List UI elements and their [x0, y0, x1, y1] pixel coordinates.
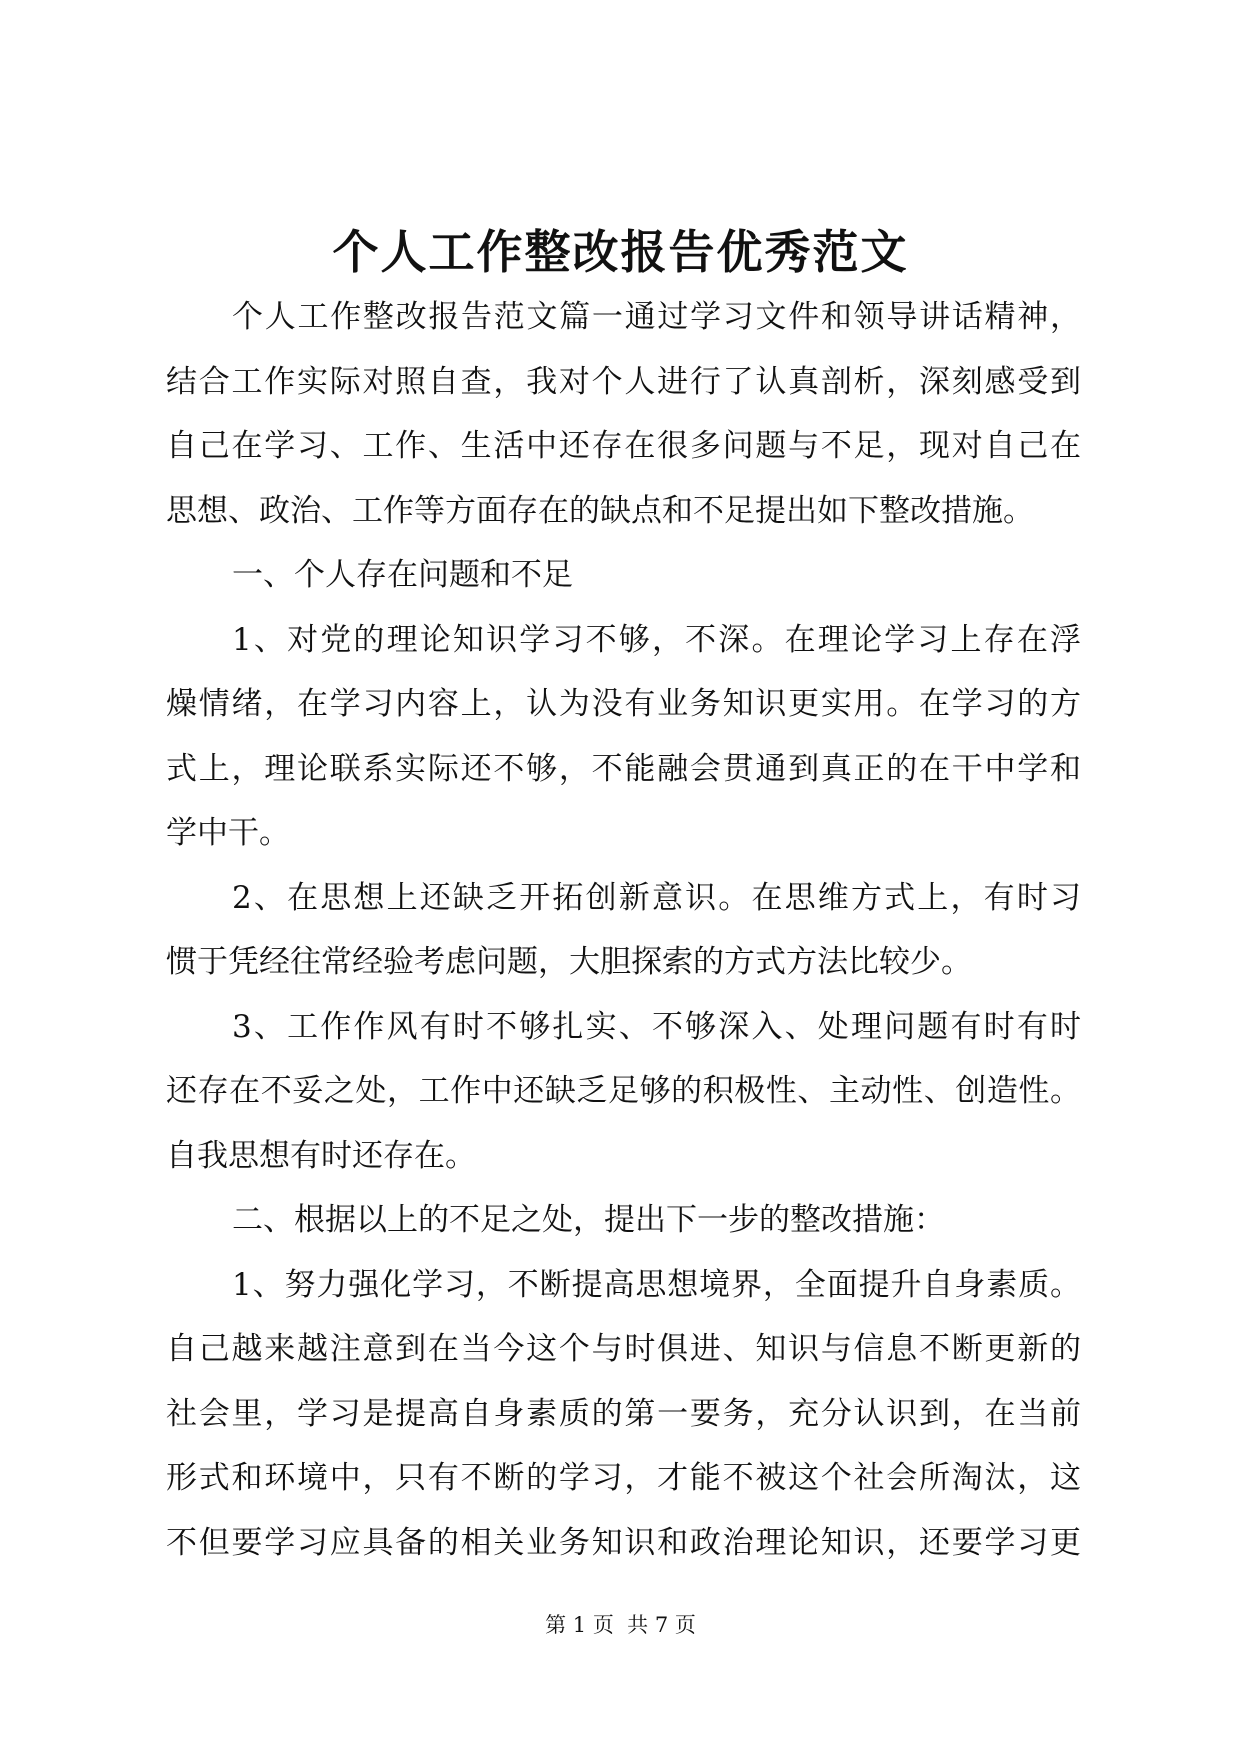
document-body — [166, 285, 1081, 1575]
body-line: 式上，理论联系实际还不够，不能融会贯通到真正的在干中学和 — [166, 750, 1081, 787]
body-line: 自己越来越注意到在当今这个与时俱进、知识与信息不断更新的 — [166, 1331, 1081, 1367]
body-line: 燥情绪，在学习内容上，认为没有业务知识更实用。在学习的方 — [166, 686, 1081, 722]
body-line: 个人工作整改报告范文篇一通过学习文件和领导讲话精神， — [232, 299, 1081, 335]
body-line: 一、个人存在问题和不足 — [232, 557, 573, 593]
body-line: 结合工作实际对照自查，我对个人进行了认真剖析，深刻感受到 — [166, 363, 1081, 400]
page-footer: 第 1 页 共 7 页 — [545, 1613, 696, 1637]
body-line: 1、对党的理论知识学习不够，不深。在理论学习上存在浮 — [232, 621, 1081, 658]
body-line: 二、根据以上的不足之处，提出下一步的整改措施： — [232, 1202, 945, 1238]
body-line: 自我思想有时还存在。 — [166, 1137, 476, 1174]
body-line: 思想、政治、工作等方面存在的缺点和不足提出如下整改措施。 — [166, 492, 1034, 529]
body-line: 2、在思想上还缺乏开拓创新意识。在思维方式上，有时习 — [232, 879, 1081, 916]
body-line: 惯于凭经往常经验考虑问题，大胆探索的方式方法比较少。 — [166, 944, 972, 980]
body-line: 社会里，学习是提高自身素质的第一要务，充分认识到，在当前 — [166, 1395, 1081, 1432]
body-line: 3、工作作风有时不够扎实、不够深入、处理问题有时有时 — [232, 1008, 1081, 1045]
body-line: 形式和环境中，只有不断的学习，才能不被这个社会所淘汰，这 — [166, 1460, 1081, 1496]
body-line: 还存在不妥之处，工作中还缺乏足够的积极性、主动性、创造性。 — [166, 1073, 1081, 1109]
body-line: 自己在学习、工作、生活中还存在很多问题与不足，现对自己在 — [166, 428, 1081, 464]
body-line: 1、努力强化学习，不断提高思想境界，全面提升自身素质。 — [232, 1266, 1081, 1303]
body-line: 学中干。 — [166, 815, 290, 851]
body-line: 不但要学习应具备的相关业务知识和政治理论知识，还要学习更 — [166, 1524, 1081, 1561]
document-title: 个人工作整改报告优秀范文 — [332, 225, 909, 279]
